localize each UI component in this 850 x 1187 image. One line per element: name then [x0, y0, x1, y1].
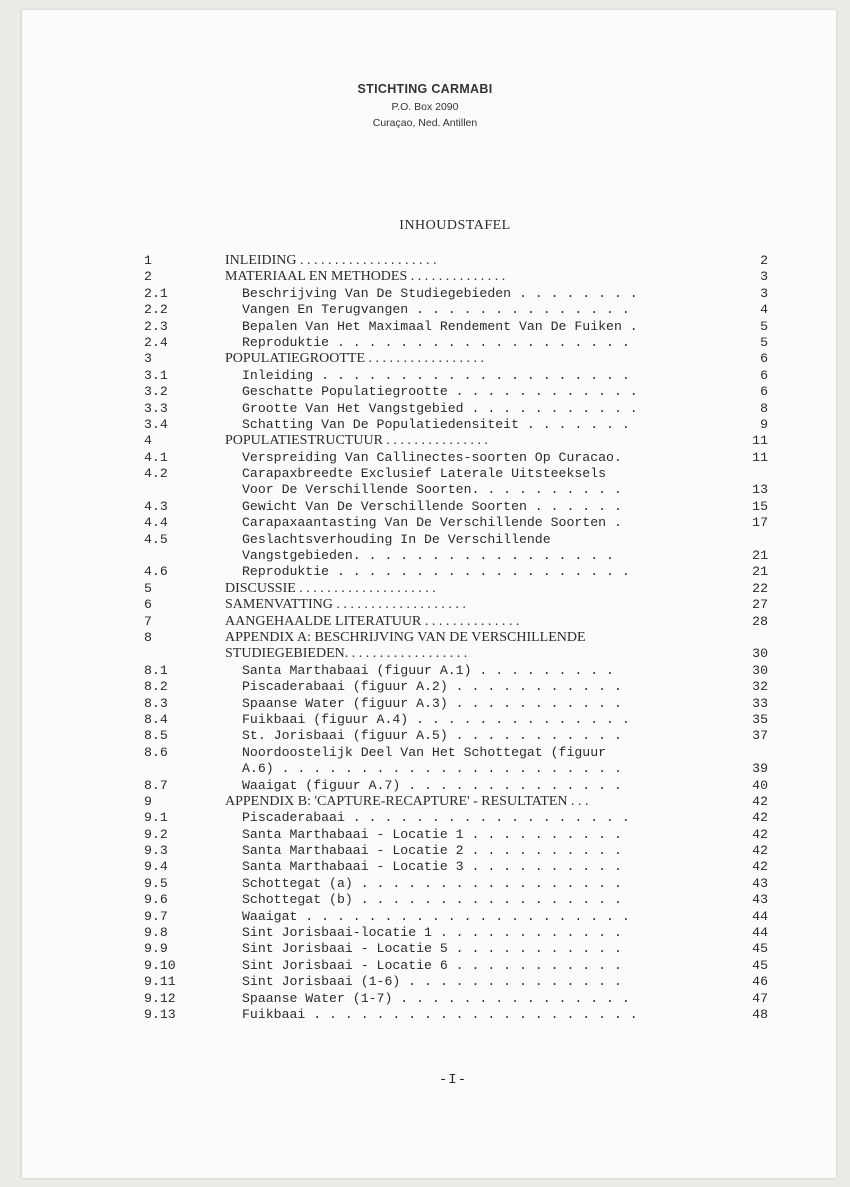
- toc-entry-number: 3: [144, 351, 152, 367]
- toc-entry-number: 4.5: [144, 531, 168, 547]
- toc-entry-title: SAMENVATTING . . . . . . . . . . . . . . . . . . .: [225, 597, 466, 613]
- toc-entry: [144, 974, 768, 990]
- toc-entry-title: AANGEHAALDE LITERATUUR . . . . . . . . . . . . . .: [225, 613, 520, 629]
- toc-entry: [144, 401, 768, 417]
- toc-entry-page: 39: [752, 761, 768, 777]
- toc-entry: [144, 794, 768, 810]
- toc-entry-number: 8.4: [144, 711, 168, 727]
- toc-entry-title: Verspreiding Van Callinectes-soorten Op Curacao.: [242, 449, 622, 465]
- toc-entry-page: 4: [760, 302, 768, 318]
- toc-entry-title: Gewicht Van De Verschillende Soorten . . . . . .: [242, 498, 622, 514]
- toc-entry: [144, 696, 768, 712]
- toc-entry: [144, 876, 768, 892]
- toc-entry-title: Schottegat (a) . . . . . . . . . . . . . . . . .: [242, 875, 622, 891]
- toc-entry-title: Bepalen Van Het Maximaal Rendement Van De Fuiken .: [242, 318, 638, 334]
- toc-entry-title: Carapaxbreedte Exclusief Laterale Uitsteeksels: [242, 466, 607, 482]
- toc-entry-page: 44: [752, 925, 768, 941]
- toc-entry-number: 4.2: [144, 466, 168, 482]
- toc-entry-title: Sint Jorisbaai-locatie 1 . . . . . . . . . . . .: [242, 925, 622, 941]
- toc-entry: [144, 597, 768, 613]
- toc-entry-number: 3.1: [144, 367, 168, 383]
- toc-entry-title: Geslachtsverhouding In De Verschillende: [242, 531, 551, 547]
- toc-entry-page: 42: [752, 793, 768, 809]
- toc-entry: [144, 614, 768, 630]
- toc-entry: [144, 892, 768, 908]
- toc-entry-page: 13: [752, 482, 768, 498]
- toc-entry-number: 8: [144, 629, 152, 645]
- toc-entry: [144, 958, 768, 974]
- toc-entry-number: 9.3: [144, 843, 168, 859]
- toc-entry: [144, 564, 768, 580]
- toc-entry-page: 37: [752, 728, 768, 744]
- toc-entry: [144, 351, 768, 367]
- toc-entry: [144, 859, 768, 875]
- toc-entry-page: 22: [752, 580, 768, 596]
- toc-entry: [144, 515, 768, 531]
- toc-entry-number: 9.4: [144, 859, 168, 875]
- toc-entry-page: 21: [752, 548, 768, 564]
- toc-entry-number: 1: [144, 253, 152, 268]
- toc-entry-page: 15: [752, 498, 768, 514]
- toc-entry-number: 9.12: [144, 990, 176, 1006]
- toc-entry: [144, 286, 768, 302]
- toc-entry-number: 2.2: [144, 302, 168, 318]
- toc-entry-page: 45: [752, 941, 768, 957]
- toc-entry-title: Waaigat . . . . . . . . . . . . . . . . . . . . .: [242, 908, 630, 924]
- toc-entry-page: 6: [760, 384, 768, 400]
- toc-entry-number: 8.3: [144, 695, 168, 711]
- toc-entry-page: 2: [760, 253, 768, 268]
- toc-entry: [144, 499, 768, 515]
- toc-entry: [144, 466, 768, 482]
- toc-entry-title: Piscaderabaai (figuur A.2) . . . . . . . . . . .: [242, 679, 622, 695]
- toc-entry: [144, 827, 768, 843]
- toc-entry: [144, 548, 768, 564]
- toc-entry: [144, 761, 768, 777]
- toc-entry: [144, 450, 768, 466]
- toc-entry-page: 17: [752, 515, 768, 531]
- toc-entry: [144, 1007, 768, 1023]
- toc-entry-title: POPULATIESTRUCTUUR . . . . . . . . . . . . . . .: [225, 433, 488, 449]
- toc-entry: [144, 778, 768, 794]
- toc-entry-page: 43: [752, 875, 768, 891]
- toc-entry-page: 42: [752, 843, 768, 859]
- toc-entry-page: 6: [760, 351, 768, 367]
- toc-entry-title: Schottegat (b) . . . . . . . . . . . . . . . . .: [242, 892, 622, 908]
- table-of-contents: [144, 253, 768, 1023]
- toc-entry-number: 8.5: [144, 728, 168, 744]
- toc-entry-number: 4.6: [144, 564, 168, 580]
- toc-entry-page: 30: [752, 646, 768, 662]
- toc-entry-title: Spaanse Water (figuur A.3) . . . . . . . . . . .: [242, 695, 622, 711]
- toc-entry: [144, 384, 768, 400]
- toc-entry: [144, 269, 768, 285]
- toc-entry-number: 9.9: [144, 941, 168, 957]
- toc-entry-title: Inleiding . . . . . . . . . . . . . . . . . . . .: [242, 367, 630, 383]
- toc-entry-page: 11: [752, 433, 768, 449]
- toc-entry: [144, 433, 768, 449]
- toc-entry-page: 42: [752, 810, 768, 826]
- toc-entry-page: 28: [752, 613, 768, 629]
- toc-entry-number: 2.4: [144, 334, 168, 350]
- toc-entry-number: 2.1: [144, 285, 168, 301]
- toc-entry-number: 8.6: [144, 744, 168, 760]
- toc-entry: [144, 663, 768, 679]
- toc-entry-number: 4.3: [144, 498, 168, 514]
- toc-entry-number: 2.3: [144, 318, 168, 334]
- toc-entry: [144, 745, 768, 761]
- toc-entry-title: INLEIDING . . . . . . . . . . . . . . . . . . . .: [225, 253, 437, 268]
- toc-entry-number: 7: [144, 613, 152, 629]
- toc-entry-page: 27: [752, 597, 768, 613]
- toc-entry: [144, 679, 768, 695]
- toc-entry-page: 3: [760, 285, 768, 301]
- toc-entry-page: 11: [752, 449, 768, 465]
- toc-entry: [144, 368, 768, 384]
- toc-entry-page: 8: [760, 400, 768, 416]
- toc-entry: [144, 319, 768, 335]
- toc-entry-page: 47: [752, 990, 768, 1006]
- toc-entry-title: Geschatte Populatiegrootte . . . . . . . . . . . .: [242, 384, 638, 400]
- toc-entry-title: STUDIEGEBIEDEN. . . . . . . . . . . . . . . . . .: [225, 646, 468, 662]
- toc-entry: [144, 991, 768, 1007]
- page-number: -I-: [438, 1072, 468, 1088]
- toc-entry-title: Santa Marthabaai - Locatie 3 . . . . . . . . . .: [242, 859, 622, 875]
- toc-entry: [144, 941, 768, 957]
- toc-entry-title: Voor De Verschillende Soorten. . . . . . . . . .: [242, 482, 622, 498]
- toc-entry-number: 4.4: [144, 515, 168, 531]
- toc-entry-title: Carapaxaantasting Van De Verschillende Soorten .: [242, 515, 622, 531]
- toc-entry: [144, 532, 768, 548]
- toc-entry-number: 8.1: [144, 662, 168, 678]
- toc-entry-number: 2: [144, 269, 152, 285]
- toc-entry-title: DISCUSSIE . . . . . . . . . . . . . . . . . . . .: [225, 580, 436, 596]
- toc-entry-page: 6: [760, 367, 768, 383]
- toc-entry-title: St. Jorisbaai (figuur A.5) . . . . . . . . . . .: [242, 728, 622, 744]
- toc-entry: [144, 335, 768, 351]
- toc-entry-number: 3.3: [144, 400, 168, 416]
- toc-entry: [144, 581, 768, 597]
- toc-entry-number: 9.11: [144, 974, 176, 990]
- organization-name: STICHTING CARMABI: [357, 82, 493, 96]
- toc-entry-title: Fuikbaai (figuur A.4) . . . . . . . . . . . . . .: [242, 711, 630, 727]
- toc-entry-title: Grootte Van Het Vangstgebied . . . . . . . . . . .: [242, 400, 638, 416]
- toc-entry-number: 9.1: [144, 810, 168, 826]
- toc-entry-number: 9: [144, 793, 152, 809]
- toc-entry-page: 9: [760, 416, 768, 432]
- toc-entry: [144, 482, 768, 498]
- toc-entry-title: Vangen En Terugvangen . . . . . . . . . . . . . .: [242, 302, 630, 318]
- toc-entry: [144, 630, 768, 646]
- toc-entry-title: MATERIAAL EN METHODES . . . . . . . . . . . . . .: [225, 269, 506, 285]
- toc-entry-page: 35: [752, 711, 768, 727]
- toc-entry-title: Schatting Van De Populatiedensiteit . . . . . . .: [242, 416, 630, 432]
- toc-entry-title: Spaanse Water (1-7) . . . . . . . . . . . . . . .: [242, 990, 630, 1006]
- po-box: P.O. Box 2090: [391, 101, 459, 113]
- toc-entry-title: Santa Marthabaai (figuur A.1) . . . . . . . . .: [242, 662, 614, 678]
- toc-entry-number: 9.8: [144, 925, 168, 941]
- toc-entry-page: 42: [752, 859, 768, 875]
- toc-entry-page: 30: [752, 662, 768, 678]
- toc-entry-title: APPENDIX A: BESCHRIJVING VAN DE VERSCHILLENDE: [225, 629, 586, 645]
- toc-entry-title: Noordoostelijk Deel Van Het Schottegat (figuur: [242, 744, 607, 760]
- toc-entry-number: 9.13: [144, 1006, 176, 1022]
- toc-entry-page: 33: [752, 695, 768, 711]
- toc-entry: [144, 417, 768, 433]
- toc-entry: [144, 925, 768, 941]
- toc-entry-number: 3.4: [144, 416, 168, 432]
- toc-entry-title: Beschrijving Van De Studiegebieden . . . . . . . .: [242, 285, 638, 301]
- toc-entry: [144, 646, 768, 662]
- toc-title: INHOUDSTAFEL: [399, 218, 511, 233]
- toc-entry-page: 42: [752, 826, 768, 842]
- toc-entry-page: 3: [760, 269, 768, 285]
- toc-entry-number: 9.10: [144, 957, 176, 973]
- toc-entry-title: Vangstgebieden. . . . . . . . . . . . . . . . .: [242, 548, 614, 564]
- toc-entry-page: 5: [760, 318, 768, 334]
- toc-entry-title: POPULATIEGROOTTE . . . . . . . . . . . . . . . . .: [225, 351, 484, 367]
- toc-entry-page: 21: [752, 564, 768, 580]
- toc-entry-title: Waaigat (figuur A.7) . . . . . . . . . . . . . .: [242, 777, 622, 793]
- toc-entry-title: Sint Jorisbaai (1-6) . . . . . . . . . . . . . .: [242, 974, 622, 990]
- toc-entry-title: Reproduktie . . . . . . . . . . . . . . . . . . .: [242, 564, 630, 580]
- toc-entry-number: 8.2: [144, 679, 168, 695]
- toc-entry-title: Santa Marthabaai - Locatie 1 . . . . . . . . . .: [242, 826, 622, 842]
- toc-entry-number: 4.1: [144, 449, 168, 465]
- toc-entry-page: 45: [752, 957, 768, 973]
- toc-entry-page: 46: [752, 974, 768, 990]
- toc-entry: [144, 909, 768, 925]
- toc-entry-title: Sint Jorisbaai - Locatie 6 . . . . . . . . . . .: [242, 957, 622, 973]
- toc-entry: [144, 302, 768, 318]
- toc-entry-number: 3.2: [144, 384, 168, 400]
- toc-entry-title: Reproduktie . . . . . . . . . . . . . . . . . . .: [242, 334, 630, 350]
- toc-entry-number: 9.7: [144, 908, 168, 924]
- toc-entry-title: A.6) . . . . . . . . . . . . . . . . . . . . . .: [242, 761, 622, 777]
- toc-entry: [144, 810, 768, 826]
- toc-entry-page: 40: [752, 777, 768, 793]
- toc-entry-number: 4: [144, 433, 152, 449]
- toc-entry-number: 9.6: [144, 892, 168, 908]
- toc-entry-title: Piscaderabaai . . . . . . . . . . . . . . . . . .: [242, 810, 630, 826]
- toc-entry-number: 8.7: [144, 777, 168, 793]
- toc-entry-number: 9.2: [144, 826, 168, 842]
- toc-entry: [144, 712, 768, 728]
- toc-entry-title: APPENDIX B: 'CAPTURE-RECAPTURE' - RESULTATEN . . .: [225, 793, 589, 809]
- toc-entry-page: 5: [760, 334, 768, 350]
- toc-entry-number: 5: [144, 580, 152, 596]
- toc-entry: [144, 843, 768, 859]
- toc-entry: [144, 728, 768, 744]
- toc-entry-number: 9.5: [144, 875, 168, 891]
- toc-entry-page: 48: [752, 1006, 768, 1022]
- toc-entry: [144, 253, 768, 269]
- toc-entry-page: 44: [752, 908, 768, 924]
- toc-entry-page: 43: [752, 892, 768, 908]
- toc-entry-page: 32: [752, 679, 768, 695]
- toc-entry-title: Fuikbaai . . . . . . . . . . . . . . . . . . . . .: [242, 1006, 638, 1022]
- toc-entry-title: Sint Jorisbaai - Locatie 5 . . . . . . . . . . .: [242, 941, 622, 957]
- organization-address: Curaçao, Ned. Antillen: [372, 117, 478, 129]
- toc-entry-title: Santa Marthabaai - Locatie 2 . . . . . . . . . .: [242, 843, 622, 859]
- toc-entry-number: 6: [144, 597, 152, 613]
